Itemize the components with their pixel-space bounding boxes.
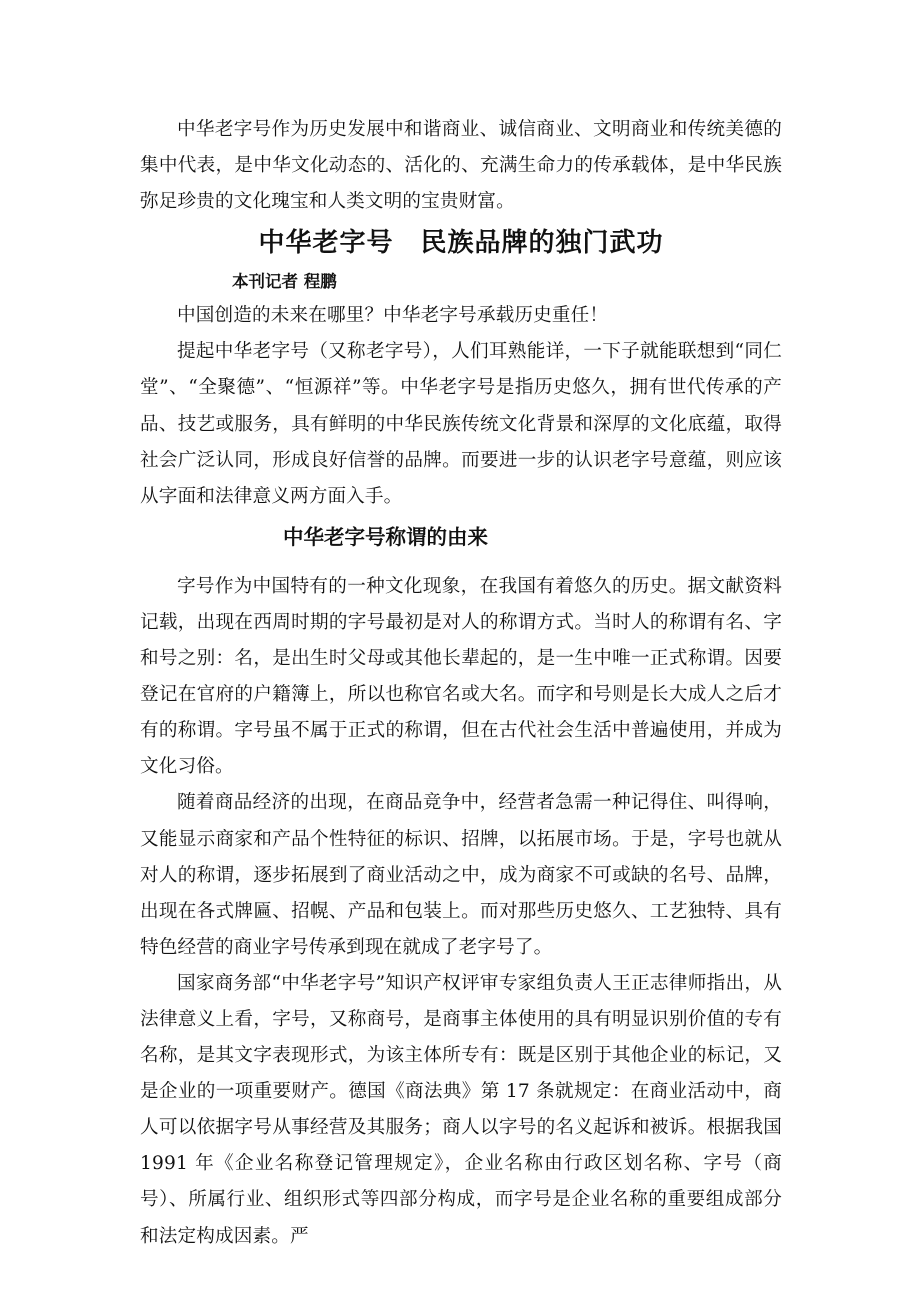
article-lead: 中国创造的未来在哪里？中华老字号承载历史重任！ <box>177 305 609 327</box>
article-title: 中华老字号 民族品牌的独门武功 <box>258 228 664 259</box>
intro-paragraph: 中华老字号作为历史发展中和谐商业、诚信商业、文明商业和传统美德的集中代表，是中华文化动态的、活化的、充满生命力的传承载体，是中华民族弥足珍贵的文化瑰宝和人类文明的宝贵财富。 <box>140 119 782 213</box>
article-byline: 本刊记者 程鹏 <box>232 272 337 292</box>
body-paragraph-3: 随着商品经济的出现，在商品竞争中，经营者急需一种记得住、叫得响，又能显示商家和产品个性特征的标识、招牌，以拓展市场。于是，字号也就从对人的称谓，逐步拓展到了商业活动之中，成为商家不可或缺的名号、品牌，出现在各式牌匾、招幌、产品和包装上。而对那些历史悠久、工艺独特、具有特色经营的商业字号传承到现在就成了老字号了。 <box>140 792 782 958</box>
document-page <box>140 112 782 1255</box>
body-paragraph-4: 国家商务部“中华老字号”知识产权评审专家组负责人王正志律师指出，从法律意义上看，字号，又称商号，是商事主体使用的具有明显识别价值的专有名称，是其文字表现形式，为该主体所专有：既是区别于其他企业的标记，又是企业的一项重要财产。德国《商法典》第 17 条就规定：在商业活动中，商人可以依据字号从事经营及其服务；商人以字号的名义起诉和被诉。根据我国 1991 年《企业名称登记管理规定》，企业名称由行政区划名称、字号（商号）、所属行业、组织形式等四部分构成，而字号是企业名称的重要组成部分和法定构成因素。严 <box>140 972 782 1247</box>
body-paragraph-1: 提起中华老字号（又称老字号），人们耳熟能详，一下子就能联想到“同仁堂”、“全聚德”、“恒源祥”等。中华老字号是指历史悠久，拥有世代传承的产品、技艺或服务，具有鲜明的中华民族传统文化背景和深厚的文化底蕴，取得社会广泛认同，形成良好信誉的品牌。而要进一步的认识老字号意蕴，则应该从字面和法律意义两方面入手。 <box>140 341 782 507</box>
section-heading: 中华老字号称谓的由来 <box>283 524 488 549</box>
body-paragraph-2: 字号作为中国特有的一种文化现象，在我国有着悠久的历史。据文献资料记载，出现在西周时期的字号最初是对人的称谓方式。当时人的称谓有名、字和号之别：名，是出生时父母或其他长辈起的，是一生中唯一正式称谓。因要登记在官府的户籍簿上，所以也称官名或大名。而字和号则是长大成人之后才有的称谓。字号虽不属于正式的称谓，但在古代社会生活中普遍使用，并成为文化习俗。 <box>140 575 782 778</box>
